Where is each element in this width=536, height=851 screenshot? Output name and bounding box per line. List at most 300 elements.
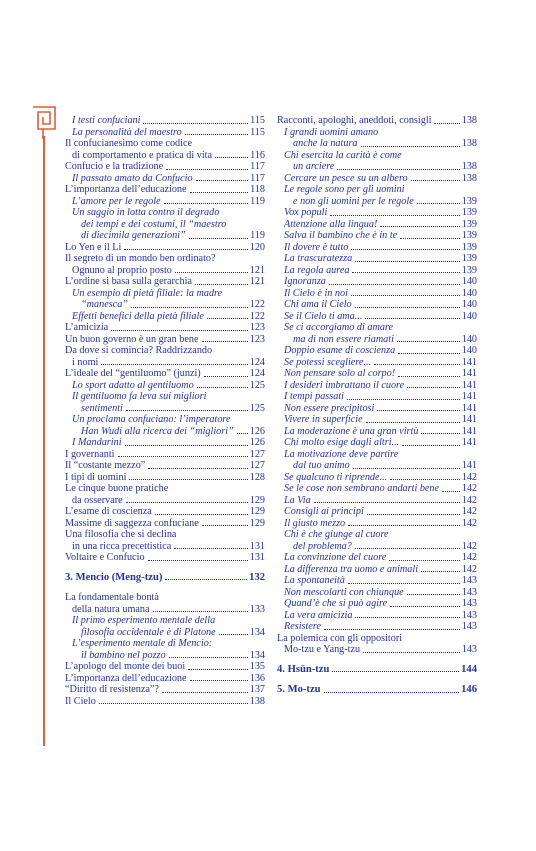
dot-leader [421, 433, 459, 434]
toc-entry-title: da osservare [72, 494, 123, 506]
toc-entry-title: del problema? [293, 540, 352, 552]
toc-entry-line [277, 288, 477, 300]
toc-entry [277, 506, 477, 518]
toc-entry [65, 437, 265, 449]
toc-entry-line [277, 161, 477, 173]
toc-entry-title: Attenzione alla lingua! [284, 218, 378, 230]
toc-entry-line [277, 391, 477, 403]
toc-entry-line [277, 115, 477, 127]
toc-entry-title: di diecimila generazioni” [81, 230, 186, 241]
toc-entry [277, 529, 477, 552]
toc-entry-line [65, 592, 265, 604]
toc-entry-title: Massime di saggezza confuciane [65, 517, 199, 529]
toc-page-number: 116 [250, 149, 265, 161]
toc-entry [65, 414, 265, 437]
toc-entry-line [65, 311, 265, 323]
toc-entry-line [65, 242, 265, 254]
toc-entry-line [277, 173, 477, 185]
toc-entry [277, 621, 477, 633]
decorative-rule [43, 136, 45, 746]
dot-leader [330, 215, 459, 216]
toc-entry-title: Il dovere è tutto [284, 241, 349, 253]
dot-leader [417, 203, 460, 204]
toc-page-number: 141 [461, 414, 477, 425]
toc-entry-title: Chi molto esige dagli altri... [284, 437, 400, 448]
toc-entry-line [277, 242, 477, 254]
dot-leader [411, 180, 460, 181]
toc-page-number: 142 [461, 552, 477, 563]
toc-page-number: 141 [461, 356, 477, 368]
toc-entry [65, 242, 265, 254]
toc-entry-title: L’importanza dell’educazione [65, 184, 187, 195]
toc-entry-title: I governanti [65, 448, 115, 460]
toc-entry-line [65, 541, 265, 553]
toc-entry-title: 4. Hsün-tzu [277, 663, 330, 675]
dot-leader [332, 671, 459, 672]
toc-entry-line [65, 506, 265, 518]
toc-entry-title: Non mescolarti con chiunque [284, 586, 404, 598]
dot-leader [329, 284, 460, 285]
toc-entry-line [65, 230, 265, 242]
dot-leader [407, 387, 460, 388]
toc-entry-line [277, 207, 477, 219]
dot-leader [148, 468, 247, 469]
dot-leader [129, 479, 247, 480]
toc-page-number: 139 [461, 230, 477, 241]
toc-entry-title: La Via [284, 494, 311, 506]
toc-entry-title: Il “costante mezzo” [65, 460, 146, 471]
toc-entry [277, 173, 477, 185]
toc-entry [277, 265, 477, 277]
toc-entry-title: Effetti benefici della pietà filiale [72, 310, 204, 322]
toc-entry-title: dei tempi e dei costumi, il “maestro [81, 218, 227, 230]
toc-entry-title: L’esame di coscienza [65, 506, 152, 517]
toc-entry-line [277, 664, 477, 676]
toc-entry-line [277, 621, 477, 633]
dot-leader [162, 692, 248, 693]
toc-entry-line [65, 638, 265, 650]
toc-entry-title: L’amore per le regole [72, 195, 161, 207]
toc-entry-line [65, 184, 265, 196]
toc-entry-line [277, 219, 477, 231]
toc-entry-line [277, 138, 477, 150]
toc-page-number: 129 [249, 506, 265, 517]
toc-entry [277, 219, 477, 231]
toc-entry [277, 184, 477, 207]
toc-page-number: 122 [249, 299, 265, 310]
toc-entry-line [65, 650, 265, 662]
dot-leader [374, 364, 460, 365]
dot-leader [99, 703, 248, 704]
toc-entry-line [277, 380, 477, 392]
dot-leader [390, 479, 460, 480]
toc-entry-title: Han Wudi alla ricerca dei “migliori” [81, 425, 234, 437]
toc-entry [277, 437, 477, 449]
toc-entry-title: Un saggio in lotta contro il degrado [72, 207, 220, 218]
toc-entry-title: Il primo esperimento mentale della [72, 615, 216, 626]
toc-entry [277, 253, 477, 265]
toc-entry-title: I grandi uomini amano [284, 126, 379, 138]
dot-leader [355, 548, 460, 549]
toc-page-number: 138 [249, 695, 265, 707]
toc-entry-line [277, 311, 477, 323]
toc-entry-line [65, 696, 265, 708]
toc-entry-title: Non pensare solo al corpo! [284, 368, 396, 379]
dot-leader [166, 169, 248, 170]
toc-entry-line [277, 357, 477, 369]
toc-entry-line [65, 219, 265, 231]
toc-page-number: 143 [461, 598, 477, 609]
toc-entry-line [277, 472, 477, 484]
toc-entry-title: Racconti, apologhi, aneddoti, consigli [277, 115, 432, 126]
toc-entry-title: L’esperimento mentale di Mencio: [72, 638, 213, 649]
dot-leader [348, 525, 460, 526]
dot-leader [165, 579, 247, 580]
toc-entry [65, 161, 265, 173]
toc-entry-line [277, 299, 477, 311]
toc-entry-title: Il gentiluomo fa leva sui migliori [72, 391, 207, 402]
toc-page-number: 138 [461, 138, 477, 149]
toc-page-number: 123 [249, 333, 265, 345]
toc-entry-title: “manesca” [81, 299, 128, 310]
toc-page-number: 119 [250, 195, 265, 207]
toc-entry-line [65, 196, 265, 208]
toc-entry [65, 115, 265, 127]
dot-leader [185, 134, 248, 135]
toc-entry-line [65, 684, 265, 696]
dot-leader [352, 272, 459, 273]
dot-leader [400, 238, 460, 239]
toc-entry [65, 661, 265, 673]
toc-entry-title: della natura umana [72, 603, 150, 615]
toc-page-number: 141 [461, 460, 477, 471]
dot-leader [361, 146, 460, 147]
toc-entry-line [65, 460, 265, 472]
toc-entry-line [65, 276, 265, 288]
dot-leader [366, 422, 460, 423]
dot-leader [398, 376, 460, 377]
toc-entry-title: Vivere in superficie [284, 414, 363, 425]
toc-entry-title: La trascuratezza [284, 253, 353, 264]
toc-entry [65, 276, 265, 288]
toc-entry-title: La vera amicizia [284, 609, 353, 621]
toc-entry [277, 391, 477, 403]
toc-entry [277, 610, 477, 622]
toc-entry-line [277, 552, 477, 564]
dot-leader [355, 261, 460, 262]
toc-entry-line [65, 426, 265, 438]
toc-entry [65, 311, 265, 323]
toc-page-number: 141 [461, 391, 477, 402]
toc-page-number: 141 [461, 425, 477, 437]
toc-page-number: 122 [249, 310, 265, 322]
toc-entry-line [277, 684, 477, 696]
toc-entry-line [277, 334, 477, 346]
toc-entry [277, 552, 477, 564]
toc-entry-line [65, 673, 265, 685]
toc-entry-title: Se il Cielo ti ama... [284, 310, 363, 322]
toc-entry-title: I tipi di uomini [65, 471, 127, 483]
toc-entry-line [277, 483, 477, 495]
toc-entry [65, 592, 265, 615]
toc-entry-line [277, 506, 477, 518]
dot-leader [442, 491, 460, 492]
toc-entry-line [65, 253, 265, 265]
toc-entry-title: Voltaire e Confucio [65, 552, 145, 563]
toc-page-number: 135 [249, 661, 265, 672]
toc-entry-title: Il giusto mezzo [284, 517, 346, 529]
dot-leader [190, 192, 249, 193]
toc-entry [277, 276, 477, 288]
toc-entry [65, 391, 265, 414]
toc-entry [65, 207, 265, 242]
toc-entry-line [65, 299, 265, 311]
toc-entry [65, 334, 265, 346]
toc-left-column [65, 115, 265, 707]
toc-entry-title: Ignoranza [284, 276, 326, 287]
dot-leader [314, 502, 460, 503]
toc-entry-title: Una filosofia che si declina [65, 529, 177, 540]
toc-entry-title: Mo-tzu e Yang-tzu [284, 644, 361, 655]
toc-page-number: 125 [249, 402, 265, 414]
toc-entry-title: Le cinque buone pratiche [65, 483, 169, 494]
toc-entry [277, 299, 477, 311]
toc-entry-title: La motivazione deve partire [284, 448, 399, 460]
toc-page-number: 115 [250, 126, 265, 138]
toc-entry-line [65, 265, 265, 277]
toc-entry [277, 449, 477, 472]
toc-entry-line [65, 604, 265, 616]
toc-entry-title: La regola aurea [284, 264, 350, 276]
toc-entry-title: un arciere [293, 161, 335, 172]
toc-entry-title: Quand’è che si può agire [284, 598, 388, 609]
toc-page-number: 143 [461, 644, 477, 655]
dot-leader [355, 617, 459, 618]
toc-page-number: 117 [250, 172, 265, 184]
toc-entry-line [65, 449, 265, 461]
toc-entry-line [277, 495, 477, 507]
dot-leader [175, 272, 248, 273]
toc-entry [277, 368, 477, 380]
toc-page-number: 146 [461, 684, 477, 695]
toc-entry-line [277, 368, 477, 380]
toc-entry-title: in una ricca precettistica [72, 540, 172, 552]
dot-leader [337, 169, 459, 170]
toc-page-number: 142 [461, 494, 477, 506]
toc-entry-line [65, 483, 265, 495]
toc-entry-title: L’apologo del monte dei buoi [65, 661, 186, 672]
toc-entry-line [277, 322, 477, 334]
toc-entry-line [277, 633, 477, 645]
toc-entry-line [277, 276, 477, 288]
dot-leader [188, 669, 248, 670]
toc-page-number: 139 [461, 207, 477, 218]
toc-entry-title: Lo Yen e il Li [65, 241, 122, 253]
toc-page-number: 140 [461, 345, 477, 356]
toc-entry-title: i nomi [72, 356, 99, 368]
toc-entry-line [277, 253, 477, 265]
toc-page-number: 142 [461, 563, 477, 575]
dot-leader [367, 514, 460, 515]
toc-entry-line [65, 414, 265, 426]
toc-page-number: 138 [461, 172, 477, 184]
toc-page-number: 140 [461, 310, 477, 322]
toc-entry [277, 403, 477, 415]
toc-entry-title: Il confucianesimo come codice [65, 138, 193, 149]
toc-entry [65, 529, 265, 552]
toc-page-number: 140 [461, 299, 477, 310]
toc-entry-title: Ognuno al proprio posto [72, 264, 172, 276]
toc-page-number: 139 [461, 218, 477, 230]
dot-leader [189, 238, 248, 239]
toc-entry-line [65, 115, 265, 127]
toc-entry-title: I testi confuciani [72, 115, 141, 126]
toc-page-number: 142 [461, 483, 477, 494]
toc-entry-title: L’ordine si basa sulla gerarchia [65, 276, 192, 287]
toc-section-heading [277, 684, 477, 696]
toc-entry [277, 495, 477, 507]
toc-entry-line [277, 449, 477, 461]
toc-page-number: 137 [249, 684, 265, 695]
dot-leader [174, 548, 247, 549]
toc-entry-title: Un buon governo è un gran bene [65, 333, 199, 345]
dot-leader [363, 652, 460, 653]
dot-leader [351, 249, 459, 250]
toc-page-number: 133 [249, 603, 265, 615]
dot-leader [118, 456, 248, 457]
toc-entry-line [277, 529, 477, 541]
toc-entry [65, 322, 265, 334]
toc-page-number: 140 [461, 276, 477, 287]
dot-leader [219, 634, 248, 635]
toc-entry [277, 598, 477, 610]
toc-page-number: 143 [461, 609, 477, 621]
toc-entry [65, 184, 265, 196]
toc-page-number: 126 [249, 437, 265, 448]
toc-entry [277, 564, 477, 576]
toc-page-number: 126 [249, 425, 265, 437]
toc-entry-line [65, 529, 265, 541]
dot-leader [148, 560, 248, 561]
toc-entry [65, 638, 265, 661]
toc-page-number: 139 [461, 253, 477, 264]
toc-entry-title: Chi ama il Cielo [284, 299, 352, 310]
toc-entry-line [277, 460, 477, 472]
toc-page-number: 121 [249, 264, 265, 276]
dot-leader [377, 410, 459, 411]
toc-page-number: 138 [461, 161, 477, 172]
toc-page-number: 131 [249, 552, 265, 563]
toc-page-number: 142 [461, 540, 477, 552]
toc-entry-title: Doppio esame di coscienza [284, 345, 396, 356]
toc-entry [65, 380, 265, 392]
toc-entry [65, 449, 265, 461]
dot-leader [207, 318, 248, 319]
dot-leader [196, 180, 249, 181]
dot-leader [164, 203, 249, 204]
dot-leader [202, 341, 248, 342]
toc-entry-line [65, 334, 265, 346]
toc-entry [277, 426, 477, 438]
toc-entry-line [65, 173, 265, 185]
dot-leader [324, 692, 460, 693]
toc-entry [277, 242, 477, 254]
toc-entry-title: Chi è che giunge al cuore [284, 529, 389, 540]
toc-page-number: 143 [461, 575, 477, 586]
toc-entry [277, 518, 477, 530]
toc-entry-line [65, 552, 265, 564]
toc-entry-title: La convinzione del cuore [284, 552, 387, 563]
dot-leader [390, 606, 460, 607]
dot-leader [397, 341, 460, 342]
toc-entry-title: La differenza tra uomo e animali [284, 563, 419, 575]
toc-entry-title: 3. Mencio (Meng-tzu) [65, 571, 163, 583]
toc-entry [65, 615, 265, 638]
toc-entry [65, 684, 265, 696]
dot-leader [155, 514, 248, 515]
toc-entry-line [65, 138, 265, 150]
toc-entry [65, 368, 265, 380]
toc-entry-title: La personalità del maestro [72, 126, 182, 138]
dot-leader [351, 295, 460, 296]
toc-entry-title: L’ideale del “gentiluomo” (junzi) [65, 368, 201, 379]
toc-entry-line [277, 610, 477, 622]
dot-leader [204, 376, 248, 377]
dot-leader [407, 594, 460, 595]
dot-leader [153, 611, 248, 612]
toc-entry-line [277, 230, 477, 242]
toc-entry-line [65, 572, 265, 584]
toc-entry-title: filosofia occidentale è di Platone [81, 626, 216, 638]
toc-page-number: 134 [249, 626, 265, 638]
toc-entry-title: I desideri imbrattano il cuore [284, 379, 405, 391]
toc-page-number: 142 [461, 517, 477, 529]
toc-entry [277, 322, 477, 345]
dot-leader [355, 307, 460, 308]
toc-entry-title: Le regole sono per gli uomini [284, 184, 405, 195]
toc-entry [65, 483, 265, 506]
toc-entry-line [277, 265, 477, 277]
toc-entry [65, 196, 265, 208]
toc-entry-title: 5. Mo-tzu [277, 684, 321, 695]
toc-entry [277, 207, 477, 219]
toc-entry [277, 575, 477, 587]
toc-entry-title: La moderazione è una gran virtù [284, 425, 419, 437]
toc-entry-line [277, 598, 477, 610]
toc-entry-title: Il passato amato da Confucio [72, 172, 193, 184]
toc-page-number: 139 [461, 195, 477, 207]
toc-entry-line [277, 184, 477, 196]
dot-leader [195, 284, 248, 285]
toc-entry-line [65, 207, 265, 219]
toc-entry-title: L’importanza dell’educazione [65, 672, 187, 684]
toc-page-number: 143 [461, 586, 477, 598]
toc-entry [277, 587, 477, 599]
toc-page-number: 140 [461, 333, 477, 345]
toc-page-number: 134 [249, 649, 265, 661]
dot-leader [190, 680, 248, 681]
toc-page-number: 115 [250, 115, 265, 126]
toc-entry [65, 288, 265, 311]
toc-page-number: 129 [249, 517, 265, 529]
toc-entry-title: I Mandarini [72, 437, 122, 448]
toc-entry-title: Consigli ai principi [284, 506, 364, 517]
toc-entry-line [65, 368, 265, 380]
greek-key-ornament [32, 106, 56, 140]
dot-leader [101, 364, 247, 365]
toc-entry [65, 138, 265, 161]
dot-leader [347, 399, 460, 400]
